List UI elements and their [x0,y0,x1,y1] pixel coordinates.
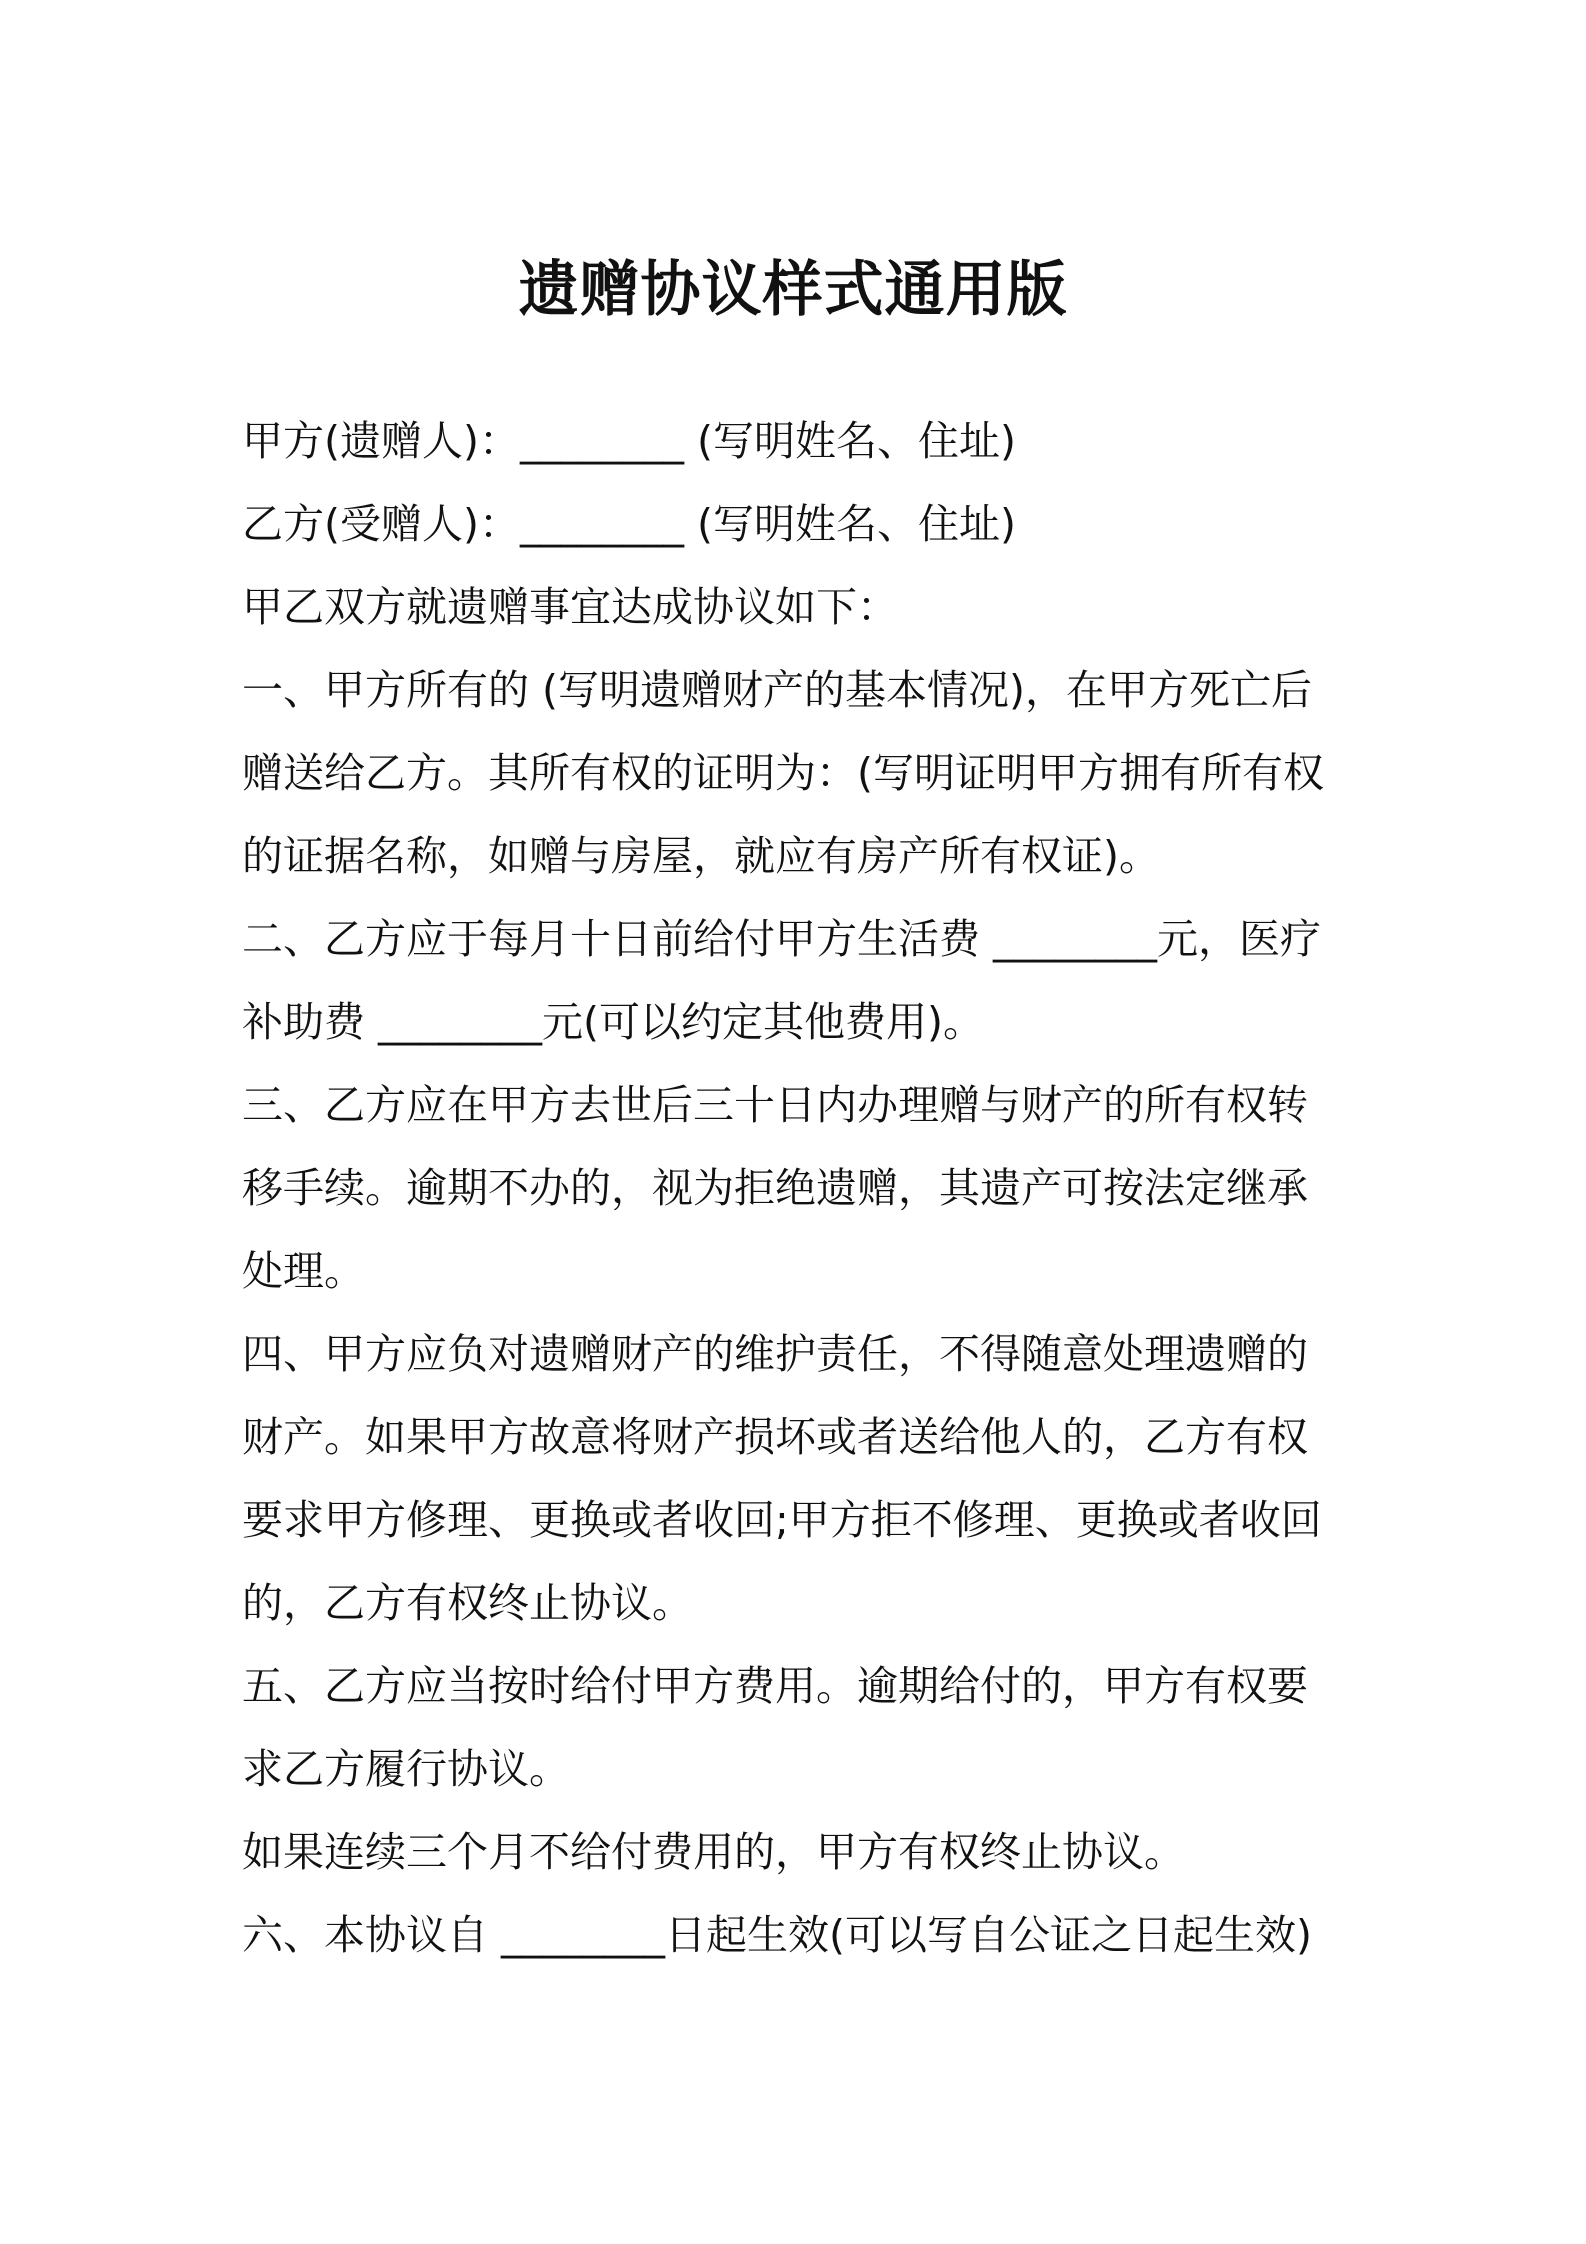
clause-4-line-3: 要求甲方修理、更换或者收回;甲方拒不修理、更换或者收回 [242,1496,1322,1544]
clause-2-line-2: 补助费 ________元(可以约定其他费用)。 [242,998,985,1046]
clause-3-line-3: 处理。 [242,1247,365,1295]
document-body [242,400,1360,1977]
clause-5-line-3: 如果连续三个月不给付费用的，甲方有权终止协议。 [242,1828,1185,1876]
clause-3-line-2: 移手续。逾期不办的，视为拒绝遗赠，其遗产可按法定继承 [242,1164,1308,1212]
clause-4-line-1: 四、甲方应负对遗赠财产的维护责任，不得随意处理遗赠的 [242,1330,1308,1378]
clause-6-line-1: 六、本协议自 ________日起生效(可以写自公证之日起生效) [242,1911,1313,1959]
clause-2-line-1: 二、乙方应于每月十日前给付甲方生活费 ________元，医疗 [242,915,1322,963]
clause-4-line-4: 的，乙方有权终止协议。 [242,1579,693,1627]
clause-1-line-1: 一、甲方所有的 (写明遗赠财产的基本情况)，在甲方死亡后 [242,666,1313,714]
agreement-intro: 甲乙双方就遗赠事宜达成协议如下： [242,583,898,631]
clause-3-line-1: 三、乙方应在甲方去世后三十日内办理赠与财产的所有权转 [242,1081,1308,1129]
party-a-line: 甲方(遗赠人)：________ (写明姓名、住址) [242,417,1017,465]
document-title: 遗赠协议样式通用版 [518,255,1068,325]
clause-4-line-2: 财产。如果甲方故意将财产损坏或者送给他人的，乙方有权 [242,1413,1308,1461]
party-b-line: 乙方(受赠人)：________ (写明姓名、住址) [242,500,1017,548]
clause-5-line-2: 求乙方履行协议。 [242,1745,570,1793]
clause-1-line-3: 的证据名称，如赠与房屋，就应有房产所有权证)。 [242,832,1160,880]
clause-1-line-2: 赠送给乙方。其所有权的证明为：(写明证明甲方拥有所有权 [242,749,1324,797]
clause-5-line-1: 五、乙方应当按时给付甲方费用。逾期给付的，甲方有权要 [242,1662,1308,1710]
